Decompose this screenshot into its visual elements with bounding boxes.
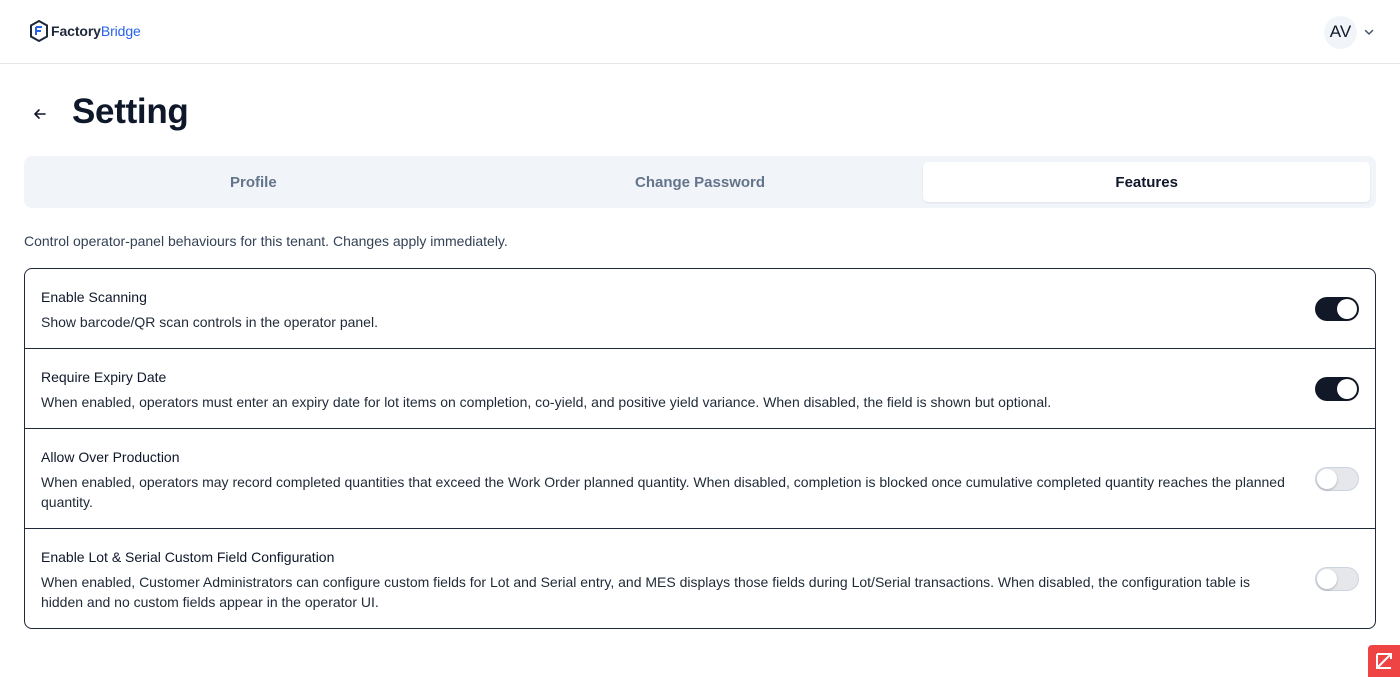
lot-serial-custom-fields-toggle[interactable] (1315, 567, 1359, 591)
feature-description: When enabled, operators may record completed quantities that exceed the Work Order planned quantity. When disabled, completion is blocked once cumulative completed quantity reaches the planned quantity. (41, 474, 1285, 510)
arrow-left-icon (33, 107, 47, 121)
feature-title: Enable Scanning (41, 289, 147, 305)
enable-scanning-toggle[interactable] (1315, 297, 1359, 321)
logo-icon (29, 20, 49, 42)
allow-over-production-toggle[interactable] (1315, 467, 1359, 491)
help-widget-button[interactable] (1368, 645, 1400, 677)
features-intro-text: Control operator-panel behaviours for this tenant. Changes apply immediately. (24, 233, 508, 249)
feature-row-require-expiry-date (25, 349, 1375, 429)
logo-word-bridge: Bridge (100, 23, 141, 39)
back-button[interactable] (28, 102, 52, 126)
logo-word-factory: Factory (51, 23, 101, 39)
feature-description: When enabled, Customer Administrators can configure custom fields for Lot and Serial entry, and MES displays those fields during Lot/Serial transactions. When disabled, the configuration table is hidden and no custom fields appear in the operator UI. (41, 574, 1251, 610)
tab-profile[interactable]: Profile (229, 173, 277, 191)
feature-row-allow-over-production (25, 429, 1375, 529)
page-title: Setting (72, 92, 189, 131)
feature-title: Enable Lot & Serial Custom Field Configuration (41, 549, 335, 565)
settings-tabs (24, 156, 1376, 208)
chevron-down-icon[interactable] (1363, 26, 1375, 38)
user-menu[interactable] (1324, 15, 1375, 49)
feature-row-enable-scanning (25, 269, 1375, 349)
toggle-knob (1337, 299, 1357, 319)
factorybridge-logo[interactable] (29, 20, 141, 42)
tab-change-password[interactable]: Change Password (634, 173, 766, 191)
require-expiry-date-toggle[interactable] (1315, 377, 1359, 401)
logo-text (51, 23, 141, 39)
features-list (24, 268, 1376, 629)
avatar[interactable]: AV (1324, 16, 1357, 49)
feature-description: When enabled, operators must enter an expiry date for lot items on completion, co-yield, and positive yield variance. When disabled, the field is shown but optional. (41, 394, 1052, 410)
feature-row-lot-serial-custom-fields (25, 529, 1375, 628)
toggle-knob (1337, 379, 1357, 399)
feature-description: Show barcode/QR scan controls in the operator panel. (41, 314, 378, 330)
top-bar (0, 0, 1400, 64)
widget-icon (1375, 652, 1393, 670)
feature-title: Allow Over Production (41, 449, 180, 465)
toggle-knob (1317, 569, 1337, 589)
feature-title: Require Expiry Date (41, 369, 167, 385)
tab-features[interactable]: Features (923, 162, 1370, 202)
toggle-knob (1317, 469, 1337, 489)
